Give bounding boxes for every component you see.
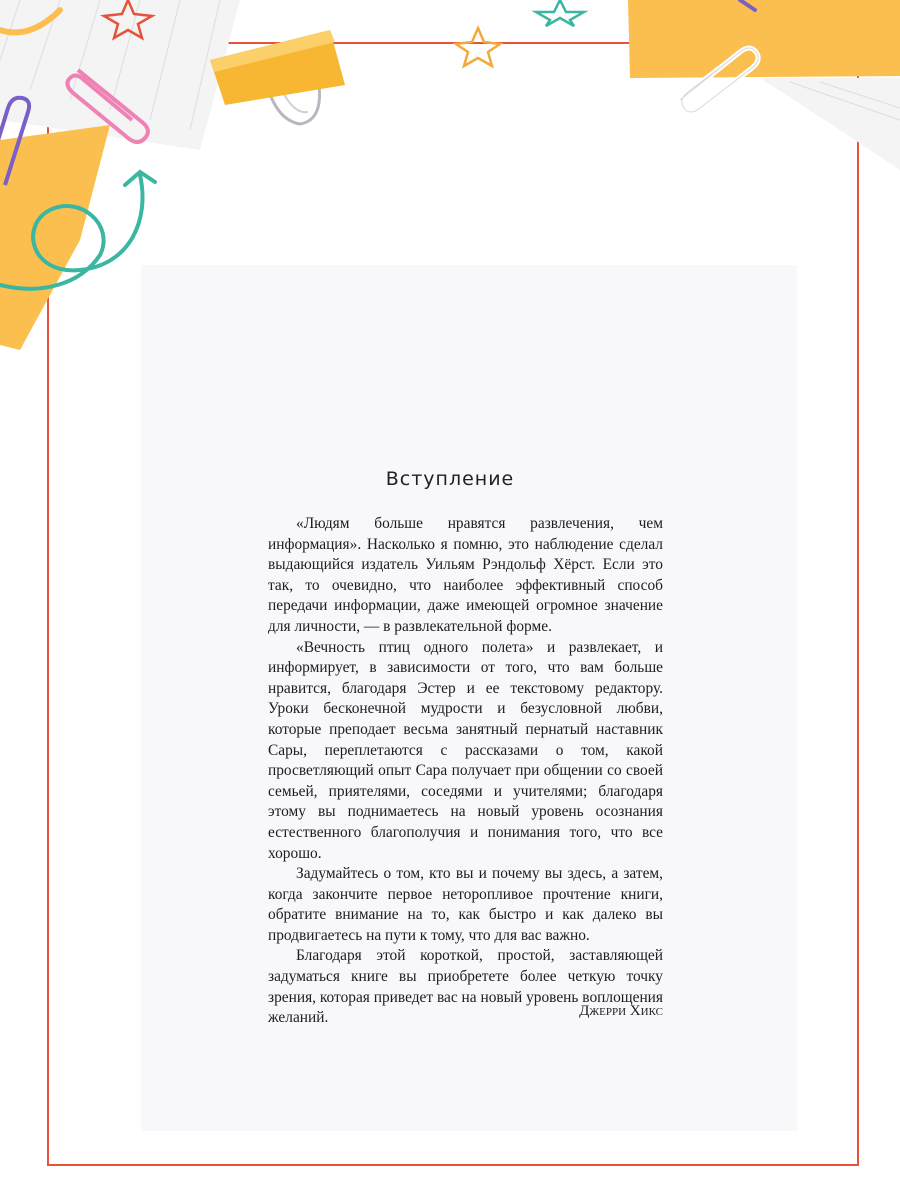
paragraph: «Вечность птиц одного полета» и развлекает, и информирует, в зависимости от того, что вам больше нравится, благодаря Эстер и ее текстовому редактору. Уроки бесконечной мудрости и безусловной любви, которые преподает весьма занятный пернатый наставник Сары, переплетаются с рассказами о том, какой просветляющий опыт Сара получает при общении со своей семьей, приятелями, соседями и учителями; благодаря этому вы поднимаетесь на новый уровень осознания естественного благополучия и понимания того, что все хорошо. — [268, 638, 663, 862]
chapter-title: Вступление — [385, 468, 515, 490]
paragraph: Благодаря этой короткой, простой, заставляющей задуматься книге вы приобретете более четкую точку зрения, которая приведет вас на новый уровень воплощения желаний. — [268, 947, 663, 1027]
orange-star-icon — [456, 28, 500, 66]
sticky-note-right — [628, 0, 900, 78]
intro-text — [268, 514, 663, 1029]
notepaper-left — [0, 0, 240, 150]
sticky-note-left — [0, 125, 110, 350]
author-signature: Джерри Хикс — [579, 1003, 663, 1019]
notepaper-right — [760, 78, 900, 170]
binder-clip-icon — [210, 30, 345, 124]
paragraph: «Людям больше нравятся развлечения, чем информация». Насколько я помню, это наблюдение сделал выдающийся издатель Уильям Рэндольф Хёрст. Если это так, то очевидно, что наиболее эффективный способ передачи информации, даже имеющей огромное значение для личности, — в развлекательной форме. — [268, 515, 663, 635]
paragraph: Задумайтесь о том, кто вы и почему вы здесь, а затем, когда закончите первое неторопливое прочтение книги, обратите внимание на то, как быстро и как далеко вы продвигаетесь на пути к тому, что для вас важно. — [268, 865, 663, 944]
teal-star-icon — [536, 0, 584, 26]
